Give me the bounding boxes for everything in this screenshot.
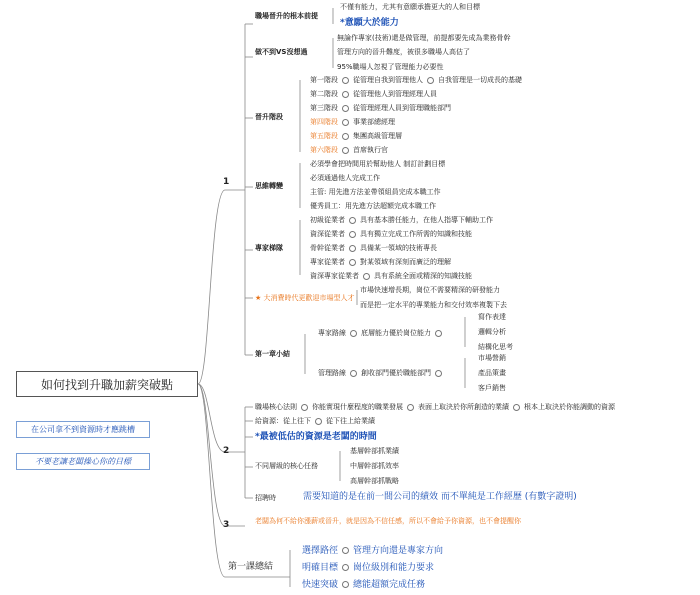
report-extra: 從下往上給業績 [326, 417, 375, 425]
summary-key: 明確目標 [302, 563, 339, 573]
bullet-icon [342, 77, 349, 84]
expert-desc: 具有系統全面或精深的知識技能 [374, 272, 472, 280]
bullet-icon [342, 119, 349, 126]
stage-extra: 自我管理是一切成長的基礎 [438, 76, 522, 84]
stage-label: 第一階段 [310, 76, 338, 84]
expert-row-3[interactable] [310, 244, 437, 253]
bullet-icon [342, 147, 349, 154]
node-rule[interactable] [255, 403, 615, 412]
mindset-item-4[interactable]: 優秀員工：用先進方法超額完成本職工作 [310, 202, 436, 210]
bullet-icon [349, 217, 356, 224]
stage-row-3[interactable] [310, 104, 451, 113]
bullet-icon [435, 370, 442, 377]
stage-row-6[interactable] [310, 146, 388, 155]
node-prereq-item-1[interactable]: 不僅有能力，尤其有意願承擔更大的人和目標 [340, 3, 480, 11]
stage-desc: 從管理他人到管理經理人員 [353, 90, 437, 98]
task-desc: 抓業績 [378, 447, 399, 455]
bullet-icon [342, 91, 349, 98]
node-interview[interactable]: 招聘時 [255, 494, 276, 502]
expert-desc: 具備某一領域的技術專長 [360, 244, 437, 252]
task-level: 高層幹部 [350, 477, 378, 485]
stage-desc: 從管理自我到管理他人 [353, 76, 423, 84]
node-root-prereq[interactable]: 職場晉升的根本前提 [255, 12, 318, 20]
node-cheap-resource[interactable]: *最被低估的資源是老闆的時間 [255, 432, 377, 442]
summary-value: 管理方向還是專家方向 [353, 546, 444, 556]
root-topic[interactable]: 如何找到升職加薪突破點 [16, 371, 198, 397]
expert-row-1[interactable] [310, 216, 493, 225]
rule-item: 你能實現什麼程度的職業發展 [312, 403, 403, 411]
task-row-1[interactable] [350, 447, 399, 456]
expert-row-5[interactable] [310, 272, 472, 281]
node-career-star[interactable]: ★ 大消費時代更歡迎市場型人才 [255, 294, 355, 302]
node-summary[interactable]: 第一課總結 [228, 562, 274, 572]
node-cant-item-3[interactable]: 95%職場人忽視了管理能力必要性 [337, 63, 444, 71]
task-level: 基層幹部 [350, 447, 378, 455]
expert-path-item-3[interactable]: 結構化思考 [478, 343, 513, 351]
expert-path-desc: 底層能力優於崗位能力 [361, 329, 431, 337]
bullet-icon [342, 133, 349, 140]
node-interview-text[interactable]: 需要知道的是在前一間公司的績效 而不單純是工作經歷 (有數字證明) [303, 492, 577, 502]
task-row-2[interactable] [350, 462, 399, 471]
bullet-icon [407, 404, 414, 411]
expert-path-label: 專家路線 [318, 329, 346, 337]
node-mindset-shift[interactable]: 思維轉變 [255, 182, 283, 190]
stage-desc: 集團高級管理層 [353, 132, 402, 140]
section-number-2: 2 [223, 446, 230, 456]
mindset-item-2[interactable]: 必須通過他人完成工作 [310, 174, 380, 182]
node-tasks[interactable]: 不同層級的核心任務 [255, 462, 318, 470]
bullet-icon [342, 581, 349, 588]
bullet-icon [435, 330, 442, 337]
node-cant-item-1[interactable]: 無論作專家(技術)還是做管理，前提都要先成為業務骨幹 [337, 34, 511, 42]
node-prereq-item-2[interactable]: *意願大於能力 [340, 18, 399, 28]
bullet-icon [315, 418, 322, 425]
expert-level: 資深從業者 [310, 230, 345, 238]
expert-path-item-1[interactable]: 寫作表達 [478, 313, 506, 321]
summary-value: 崗位級別和能力要求 [353, 563, 435, 573]
bullet-icon [349, 245, 356, 252]
node-expert-ladder[interactable]: 專家梯隊 [255, 244, 283, 252]
bullet-icon [427, 77, 434, 84]
mindset-item-1[interactable]: 必須學會把時間用於幫助他人 制訂計劃目標 [310, 160, 446, 168]
stage-row-4[interactable] [310, 118, 395, 127]
stage-label: 第四階段 [310, 118, 338, 126]
mgmt-path-desc: 創收部門優於職能部門 [361, 369, 431, 377]
mgmt-path-item-3[interactable]: 客戶銷售 [478, 384, 506, 392]
stage-label: 第五階段 [310, 132, 338, 140]
section-number-3: 3 [223, 520, 230, 530]
expert-desc: 具有基本勝任能力，在他人指導下輔助工作 [360, 216, 493, 224]
task-level: 中層幹部 [350, 462, 378, 470]
expert-level: 骨幹從業者 [310, 244, 345, 252]
stage-desc: 首席執行官 [353, 146, 388, 154]
rule-item: 根本上取決於你能調動的資源 [524, 403, 615, 411]
bullet-icon [342, 105, 349, 112]
summary-key: 選擇路徑 [302, 546, 339, 556]
node-cant-item-2[interactable]: 管理方向的晉升難度，被很多職場人高估了 [337, 48, 470, 56]
bullet-icon [349, 259, 356, 266]
career-star-item-1[interactable]: 市場快速增長期，崗位不需要精深的研發能力 [360, 286, 500, 294]
bullet-icon [350, 330, 357, 337]
report-label: 給資源：從上往下 [255, 417, 311, 425]
mgmt-path-item-2[interactable]: 產品策畫 [478, 369, 506, 377]
mindset-item-3[interactable]: 主管: 用先進方法並帶領組員完成本職工作 [310, 188, 441, 196]
expert-row-2[interactable] [310, 230, 472, 239]
bullet-icon [350, 370, 357, 377]
stage-row-2[interactable] [310, 90, 437, 99]
summary-value: 總能超額完成任務 [353, 580, 426, 590]
expert-level: 資深專家從業者 [310, 272, 359, 280]
expert-level: 初級從業者 [310, 216, 345, 224]
expert-path-item-2[interactable]: 邏輯分析 [478, 328, 506, 336]
bullet-icon [513, 404, 520, 411]
mgmt-path-item-1[interactable]: 市場營銷 [478, 354, 506, 362]
node-report[interactable] [255, 417, 375, 426]
node-section3-text[interactable]: 老闆為何不給你漲薪或晉升，就是因為不信任感，所以不會給予你資源，也不會提醒你 [255, 517, 521, 525]
bullet-icon [363, 273, 370, 280]
career-star-item-2[interactable]: 而是把一定水平的專業能力和交付效率複製下去 [360, 301, 507, 309]
bullet-icon [301, 404, 308, 411]
bullet-icon [349, 231, 356, 238]
summary-row-2[interactable] [302, 563, 434, 574]
section-number-1: 1 [223, 177, 230, 187]
summary-row-3[interactable] [302, 580, 425, 591]
mgmt-path-row[interactable] [318, 369, 446, 378]
stage-row-5[interactable] [310, 132, 402, 141]
stage-label: 第二階段 [310, 90, 338, 98]
side-note-change-job[interactable]: 在公司拿不到資源時才應跳槽 [16, 421, 150, 438]
side-note-boss-goal[interactable]: 不要老讓老闆操心你的目標 [16, 453, 150, 470]
summary-row-1[interactable] [302, 546, 443, 557]
node-promotion-stages[interactable]: 晉升階段 [255, 113, 283, 121]
expert-level: 專家從業者 [310, 258, 345, 266]
rule-label: 職場核心法則 [255, 403, 297, 411]
stage-row-1[interactable] [310, 76, 522, 85]
stage-desc: 從管理經理人員到管理職能部門 [353, 104, 451, 112]
task-desc: 抓效率 [378, 462, 399, 470]
mgmt-path-label: 管理路線 [318, 369, 346, 377]
node-chapter-summary[interactable]: 第一章小結 [255, 350, 290, 358]
stage-label: 第三階段 [310, 104, 338, 112]
task-desc: 抓戰略 [378, 477, 399, 485]
bullet-icon [342, 547, 349, 554]
stage-desc: 事業部總經理 [353, 118, 395, 126]
expert-desc: 具有獨立完成工作所需的知識和技能 [360, 230, 472, 238]
expert-path-row[interactable] [318, 329, 446, 338]
bullet-icon [342, 564, 349, 571]
stage-label: 第六階段 [310, 146, 338, 154]
expert-desc: 對某領域有深刻而廣泛的理解 [360, 258, 451, 266]
expert-row-4[interactable] [310, 258, 451, 267]
summary-key: 快速突破 [302, 580, 339, 590]
node-cant-vs-not-think[interactable]: 做不到VS沒想過 [255, 48, 308, 56]
rule-item: 表面上取決於你所創造的業績 [418, 403, 509, 411]
task-row-3[interactable] [350, 477, 399, 486]
